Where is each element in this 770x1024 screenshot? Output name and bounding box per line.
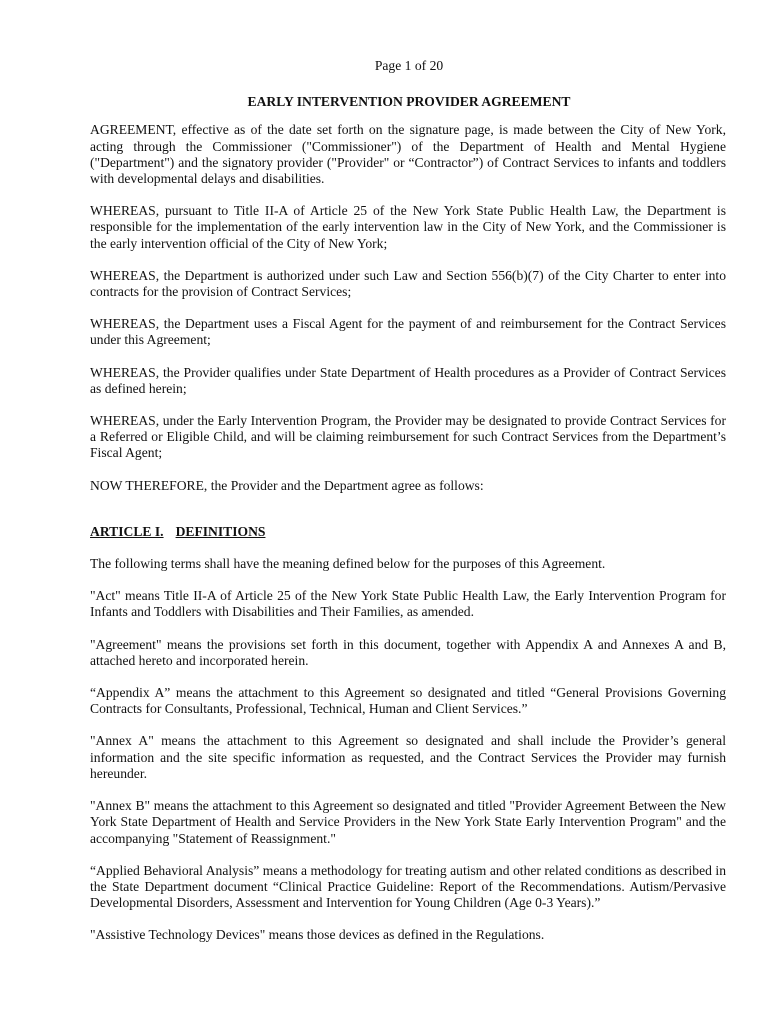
definition-assistive-technology-devices: "Assistive Technology Devices" means those devices as defined in the Regulations. [90, 927, 545, 943]
definition-annex-a: "Annex A" means the attachment to this Agreement so designated and shall include the Provider’s general information and the site specific information as requested, and the Contract Services the Provider may furnish hereunder. [90, 733, 726, 781]
definition-applied-behavioral-analysis: “Applied Behavioral Analysis” means a methodology for treating autism and other related conditions as described in the State Department document “Clinical Practice Guideline: Report of the Recommendations. Autism/Pervasive Developmental Disorders, Assessment and Intervention for Young Children (Age 0-3 Years).” [90, 862, 726, 911]
definition-agreement: "Agreement" means the provisions set forth in this document, together with Appendix A and Annexes A and B, attached hereto and incorporated herein. [90, 636, 726, 668]
page-number: Page 1 of 20 [374, 58, 444, 73]
whereas-paragraph-5: WHEREAS, under the Early Intervention Program, the Provider may be designated to provide Contract Services for a Referred or Eligible Child, and will be claiming reimbursement for such Contract Services from the Department’s Fiscal Agent; [90, 413, 726, 461]
definition-appendix-a: “Appendix A” means the attachment to this Agreement so designated and titled “General Provisions Governing Contracts for Consultants, Professional, Technical, Human and Client Services.” [90, 685, 726, 717]
now-therefore-paragraph: NOW THEREFORE, the Provider and the Department agree as follows: [90, 477, 484, 493]
article-heading [90, 524, 726, 540]
whereas-paragraph-4: WHEREAS, the Provider qualifies under State Department of Health procedures as a Provider of Contract Services as defined herein; [90, 364, 726, 396]
whereas-paragraph-1: WHEREAS, pursuant to Title II-A of Article 25 of the New York State Public Health Law, the Department is responsible for the implementation of the early intervention law in the City of New York, and the Commissioner is the early intervention official of the City of New York; [90, 203, 726, 251]
definition-annex-b: "Annex B" means the attachment to this Agreement so designated and titled "Provider Agreement Between the New York State Department of Health and Service Providers in the New York State Early Intervention Program" and the accompanying "Statement of Reassignment." [90, 798, 726, 846]
definition-act: "Act" means Title II-A of Article 25 of the New York State Public Health Law, the Early Intervention Program for Infants and Toddlers with Disabilities and Their Families, as amended. [90, 588, 726, 620]
article-title: DEFINITIONS [175, 523, 266, 539]
preamble-agreement-paragraph: AGREEMENT, effective as of the date set forth on the signature page, is made between the City of New York, acting through the Commissioner ("Commissioner") of the Department of Health and Mental Hygiene ("Department") and the signatory provider ("Provider" or “Contractor”) of Contract Services to infants and toddlers with developmental delays and disabilities. [90, 122, 726, 187]
article-number: ARTICLE I. [90, 523, 164, 539]
document-title: EARLY INTERVENTION PROVIDER AGREEMENT [247, 94, 571, 110]
whereas-paragraph-2: WHEREAS, the Department is authorized under such Law and Section 556(b)(7) of the City Charter to enter into contracts for the provision of Contract Services; [90, 267, 726, 300]
document-page [90, 58, 726, 960]
whereas-paragraph-3: WHEREAS, the Department uses a Fiscal Agent for the payment of and reimbursement for the Contract Services under this Agreement; [90, 316, 726, 348]
definitions-intro: The following terms shall have the meaning defined below for the purposes of this Agreement. [90, 556, 606, 572]
